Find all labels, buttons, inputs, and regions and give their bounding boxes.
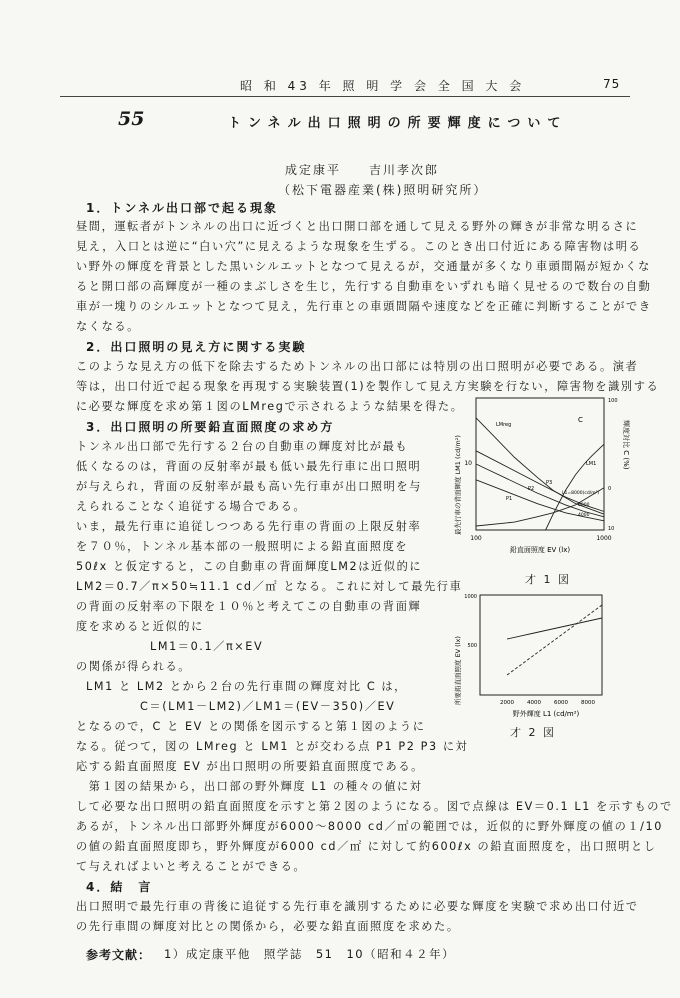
fig1-ytick-right: 10: [608, 526, 615, 532]
fig1-curve-label-c: C: [578, 416, 583, 424]
fig2-ylabel: 所要鉛直面照度 EV (lx): [454, 636, 462, 705]
section-2-heading: 2．出口照明の見え方に関する実験: [86, 340, 307, 354]
s3-line: トンネル出口部で先行する２台の自動車の輝度対比が最も: [76, 440, 409, 453]
s3-line: が与えられ，背面の反射率が最も高い先行車が出口照明を与: [76, 480, 422, 493]
references-label: 参考文献：: [86, 948, 152, 962]
s4-line: 出口照明で最先行車の背後に追従する先行車を識別するために必要な輝度を実験で求め出口付近で: [76, 900, 639, 913]
s1-line: なくなる。: [76, 320, 140, 333]
fig1-ytick-left: 10: [464, 460, 472, 467]
fig1-curve-label-lmreg: LMreg: [496, 422, 512, 428]
fig2-xtick: 6000: [554, 700, 568, 706]
equation-1: LM1＝0.1／π×EV: [150, 640, 264, 653]
fig1-xtick: 1000: [596, 535, 612, 542]
running-header: 昭 和 43 年 照 明 学 会 全 国 大 会: [240, 79, 526, 93]
fig1-ylabel-left: 最先行車の背面輝度 LM1 (cd/m²): [454, 435, 462, 535]
s3-line: LM2＝0.7／π×50≒11.1 cd／㎡ となる。これに対して最先行車: [76, 580, 463, 593]
fig2-ytick: 500: [467, 643, 477, 649]
s1-line: 昼間，運転者がトンネルの出口に近づくと出口開口部を通して見える野外の輝きが非常な明るさに: [76, 220, 639, 233]
header-rule: [60, 96, 630, 97]
fig1-point-p3: P3: [546, 480, 553, 486]
s3-line: LM1 と LM2 とから２台の先行車間の輝度対比 C は，: [86, 680, 407, 693]
s3-line: 第１図の結果から，出口部の野外輝度 L1 の種々の値に対: [76, 780, 423, 793]
s4-line: の先行車間の輝度対比との関係から，必要な鉛直面照度を求めた。: [76, 920, 460, 933]
section-4-heading: 4．結 言: [86, 880, 153, 894]
s3-line: の値の鉛直面照度即ち，野外輝度が6000 cd／㎡ に対して約600ℓx の鉛直面照度を，出口照明とし: [76, 840, 657, 853]
fig2-series-line-1: [507, 605, 602, 675]
s3-line: 度を求めると近似的に: [76, 620, 204, 633]
authors: 成定康平 吉川孝次郎: [285, 163, 440, 177]
fig1-legend-4000: 4000: [578, 513, 590, 518]
fig2-xtick: 2000: [500, 700, 514, 706]
fig1-point-p2: P2: [528, 486, 535, 492]
fig1-ytick-right: 100: [608, 398, 618, 404]
equation-2: C＝(LM1－LM2)／LM1＝(EV－350)／EV: [140, 700, 396, 713]
s3-line: して必要な出口照明の鉛直面照度を示すと第２図のようになる。図で点線は EV＝0.1 L1 を示すもので: [76, 800, 673, 813]
s1-line: 車が一塊りのシルエットとなつて見え，先行車との車頭間隔や速度などを正確に判断することができ: [76, 300, 652, 313]
s3-line: えられることなく追従する場合である。: [76, 500, 307, 513]
s3-line: の背面の反射率の下限を１０％と考えてこの自動車の背面輝: [76, 600, 422, 613]
fig1-legend-8000: L1=8000(cd/m²): [562, 491, 600, 496]
fig1-ylabel-right: 輝度対比 C (%): [622, 420, 630, 470]
affiliation: （松下電器産業(株)照明研究所）: [278, 183, 488, 197]
s3-line: いま，最先行車に追従しつつある先行車の背面の上限反射率: [76, 520, 422, 533]
figure-2-caption: 才 2 図: [510, 726, 556, 739]
fig2-plot-frame: [480, 595, 602, 695]
s3-line: て与えればよいと考えることができる。: [76, 860, 307, 873]
fig1-series-line-0: [546, 444, 604, 530]
paper-number: 55: [118, 108, 145, 130]
s3-line: 50ℓx と仮定すると，この自動車の背面輝度LM2は近似的に: [76, 560, 423, 573]
s3-line: あるが，トンネル出口部野外輝度が6000～8000 cd／㎡の範囲では，近似的に野外輝度の値の１/10: [76, 820, 663, 833]
page-number: 75: [603, 77, 621, 91]
reference-1: 1）成定康平他 照学誌 51 10（昭和４２年）: [164, 947, 456, 961]
fig1-point-p1: P1: [506, 496, 513, 502]
s3-line: 低くなるのは，背面の反射率が最も低い最先行車に出口照明: [76, 460, 422, 473]
fig2-xtick: 8000: [581, 700, 595, 706]
section-3-heading: 3．出口照明の所要鉛直面照度の求め方: [86, 420, 335, 434]
figure-1: [448, 390, 638, 570]
s1-line: 見え，入口とは逆に“白い穴”に見えるような現象を生ずる。このとき出口付近にある障害物は明る: [76, 240, 642, 253]
figure-2: [446, 585, 636, 720]
s2-line: に必要な輝度を求め第１図のLMregで示されるような結果を得た。: [76, 400, 464, 413]
s2-line: このような見え方の低下を除去するためトンネルの出口部には特別の出口照明が必要である。演者: [76, 360, 639, 373]
s3-line: を７０％，トンネル基本部の一般照明による鉛直面照度を: [76, 540, 409, 553]
s1-line: い野外の輝度を背景とした黒いシルエットとなつて見えるが，交通量が多くなり車頭間隔が短かくな: [76, 260, 651, 273]
fig2-xtick: 4000: [527, 700, 541, 706]
fig1-xtick: 100: [470, 535, 482, 542]
fig1-curve-label-lm1: LM1: [586, 461, 597, 467]
fig1-legend-6000: 6000: [578, 503, 590, 508]
fig2-xlabel: 野外輝度 L1 (cd/m²): [512, 710, 580, 718]
s1-line: ると開口部の高輝度が一種のまぶしさを生じ，先行する自動車をいずれも暗く見せるので数台の自動: [76, 280, 652, 293]
s3-line: なる。従つて，図の LMreg と LM1 とが交わる点 P1 P2 P3 に対: [76, 740, 469, 753]
fig2-series-line-0: [507, 618, 602, 639]
s3-line: 応する鉛直面照度 EV が出口照明の所要鉛直面照度である。: [76, 760, 424, 773]
paper-title: トンネル出口照明の所要輝度について: [228, 116, 568, 131]
section-1-heading: 1．トンネル出口部で起る現象: [86, 201, 278, 215]
fig1-xlabel: 鉛直面照度 EV (lx): [509, 546, 571, 554]
s3-line: となるので，C と EV との関係を図示すると第１図のように: [76, 720, 426, 733]
s2-line: 等は，出口付近で起る現象を再現する実験装置(1)を製作して見え方実験を行ない，障害物を識別する: [76, 380, 660, 393]
fig1-ytick-right: 0: [608, 486, 612, 492]
fig2-ytick: 1000: [464, 594, 477, 600]
figure-1-caption: 才 1 図: [525, 573, 571, 586]
s3-line: の関係が得られる。: [76, 660, 192, 673]
